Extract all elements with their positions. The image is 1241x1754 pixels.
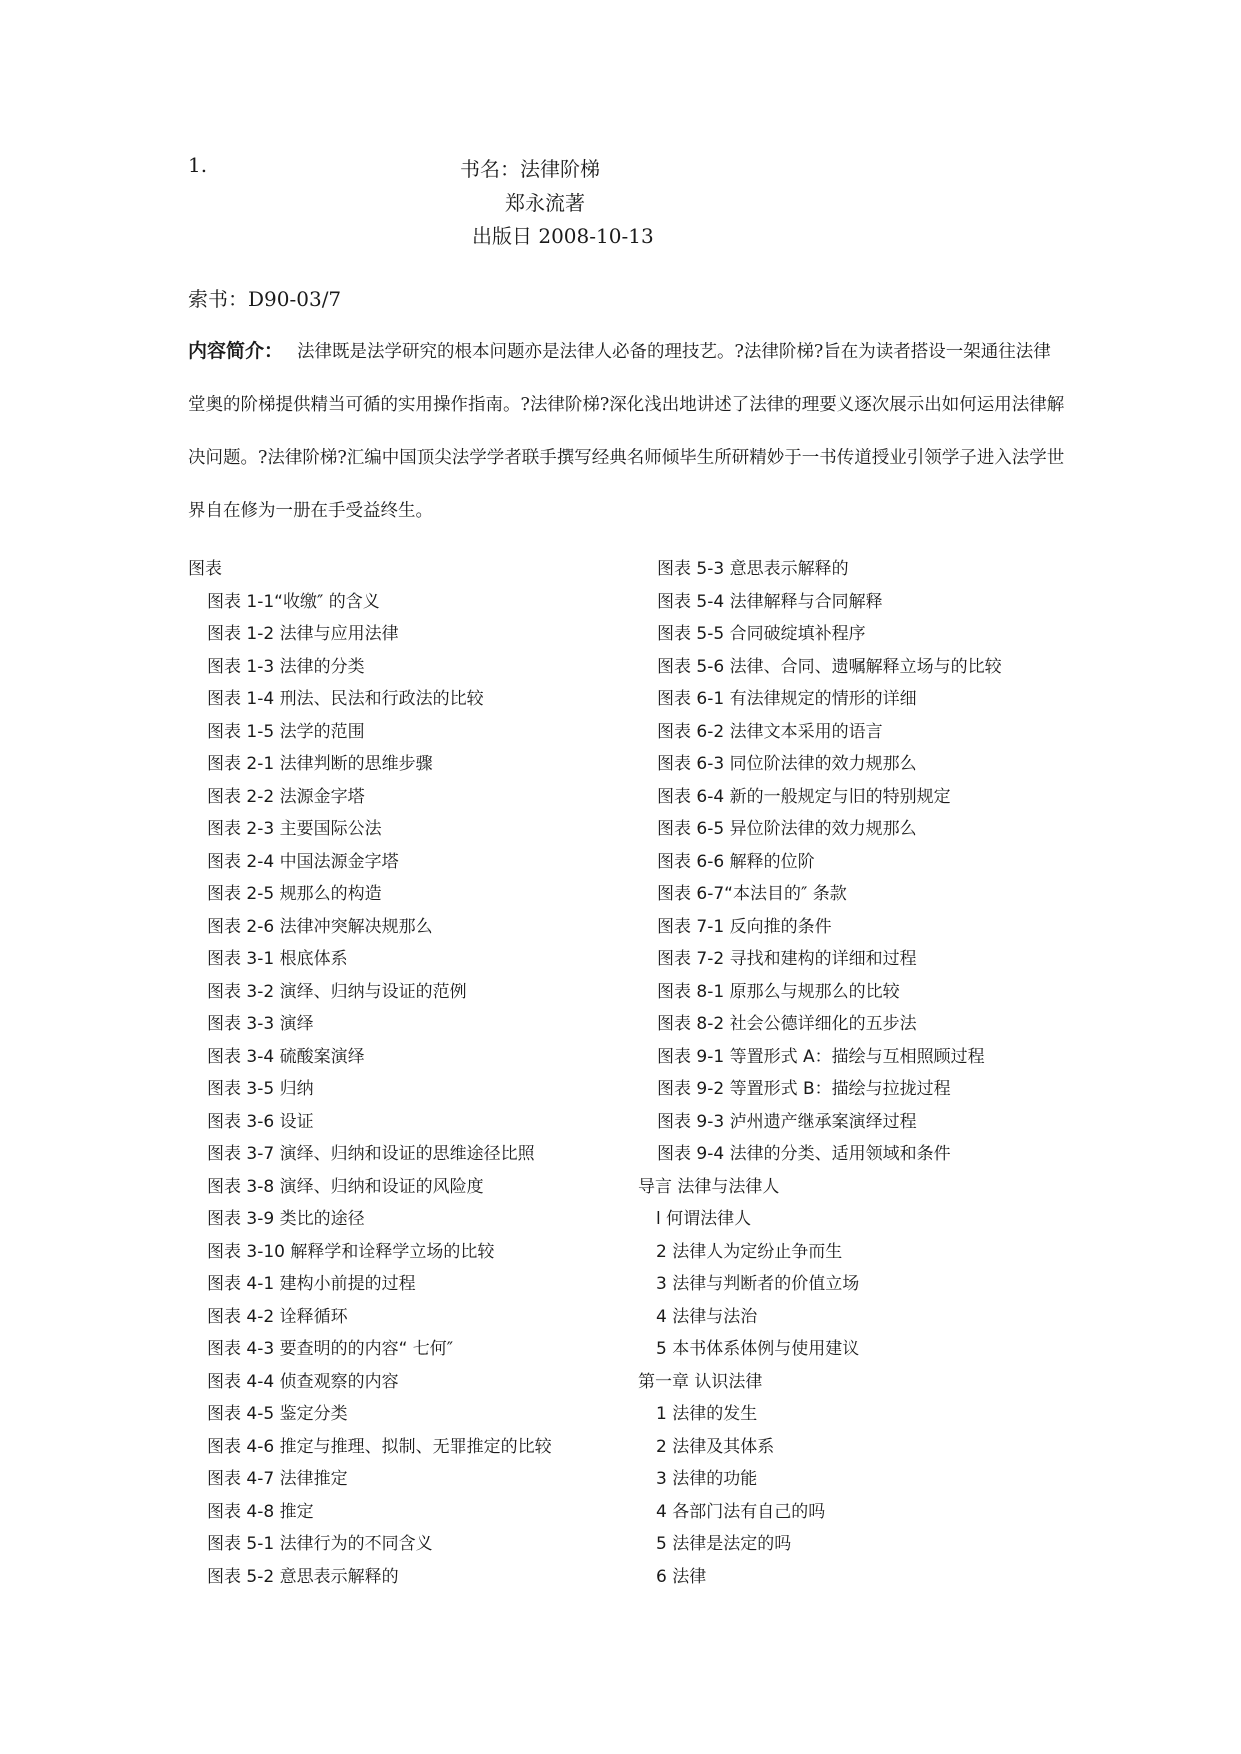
- toc-item: 图表 3-5 归纳: [207, 1079, 314, 1099]
- toc-item: 图表 4-1 建构小前提的过程: [207, 1274, 416, 1294]
- toc-item: 图表 3-10 解释学和诠释学立场的比较: [207, 1241, 495, 1262]
- toc-item: 图表 7-1 反向推的条件: [657, 916, 832, 937]
- toc-item: 图表 4-7 法律推定: [207, 1469, 348, 1489]
- toc-item: 6 法律: [656, 1566, 707, 1587]
- toc-item: 2 法律人为定纷止争而生: [656, 1241, 843, 1262]
- toc-item: 图表 6-4 新的一般规定与旧的特别规定: [657, 786, 951, 807]
- toc-item: 5 法律是法定的吗: [656, 1534, 792, 1554]
- toc-item: 图表 1-3 法律的分类: [207, 656, 365, 677]
- toc-item: 图表 1-1“收缴″ 的含义: [207, 591, 380, 612]
- toc-item: 图表 3-4 硫酸案演绎: [207, 1046, 365, 1067]
- toc-item: 3 法律的功能: [656, 1469, 758, 1489]
- toc-item: 图表 3-3 演绎: [207, 1014, 314, 1034]
- toc-right-column: [638, 553, 1078, 1593]
- toc-item: 图表 5-4 法律解释与合同解释: [657, 591, 883, 612]
- call-number: 索书：D90-03/7: [188, 287, 342, 311]
- toc-item: 图表 4-8 推定: [207, 1501, 314, 1522]
- toc-item: 图表 9-2 等置形式 B：描绘与拉拢过程: [657, 1079, 951, 1099]
- toc-item: l 何谓法律人: [656, 1209, 752, 1229]
- toc-item: 图表 1-4 刑法、民法和行政法的比较: [207, 689, 484, 709]
- toc-heading: 图表: [188, 559, 222, 579]
- toc-item: 图表 4-4 侦查观察的内容: [207, 1371, 399, 1392]
- toc-item: 4 法律与法治: [656, 1306, 758, 1327]
- toc-item: 图表 4-6 推定与推理、拟制、无罪推定的比较: [207, 1436, 552, 1457]
- toc-item: 图表 2-4 中国法源金字塔: [207, 851, 399, 872]
- toc-item: 4 各部门法有自己的吗: [656, 1501, 826, 1522]
- toc-item: 图表 2-1 法律判断的思维步骤: [207, 754, 433, 774]
- toc-item: 图表 3-7 演绎、归纳和设证的思维途径比照: [207, 1144, 535, 1164]
- toc-item: 图表 5-2 意思表示解释的: [207, 1566, 399, 1587]
- toc-item: 图表 3-6 设证: [207, 1111, 314, 1132]
- toc-item: 图表 3-2 演绎、归纳与设证的范例: [207, 981, 467, 1002]
- toc-item: 图表 6-6 解释的位阶: [657, 851, 815, 872]
- toc-item: 图表 6-3 同位阶法律的效力规那么: [657, 754, 917, 774]
- toc-item: 图表 5-6 法律、合同、遗嘱解释立场与的比较: [657, 656, 1002, 677]
- item-number: 1.: [188, 153, 208, 177]
- toc-item: 图表 1-2 法律与应用法律: [207, 624, 399, 644]
- toc-item: 图表 4-5 鉴定分类: [207, 1404, 348, 1424]
- toc-item: 图表 3-8 演绎、归纳和设证的风险度: [207, 1176, 484, 1197]
- toc-item: 图表 3-9 类比的途径: [207, 1209, 365, 1229]
- toc-item: 图表 2-5 规那么的构造: [207, 884, 382, 904]
- book-author: 郑永流著: [505, 191, 585, 215]
- toc-item: 1 法律的发生: [656, 1404, 758, 1424]
- toc-item: 图表 6-2 法律文本采用的语言: [657, 721, 883, 742]
- toc-heading: 导言 法律与法律人: [638, 1176, 780, 1197]
- toc-item: 图表 2-2 法源金字塔: [207, 786, 365, 807]
- intro-label: 内容简介：: [188, 340, 284, 362]
- toc-heading: 第一章 认识法律: [638, 1371, 763, 1392]
- toc-item: 图表 8-2 社会公德详细化的五步法: [657, 1014, 917, 1034]
- book-title: 书名：法律阶梯: [460, 157, 600, 181]
- toc-item: 图表 4-2 诠释循环: [207, 1306, 348, 1327]
- toc-item: 图表 5-1 法律行为的不同含义: [207, 1534, 433, 1554]
- toc-item: 3 法律与判断者的价值立场: [656, 1274, 860, 1294]
- toc-item: 图表 1-5 法学的范围: [207, 721, 365, 742]
- toc-item: 图表 6-7“本法目的″ 条款: [657, 884, 847, 904]
- toc-item: 图表 5-3 意思表示解释的: [657, 559, 849, 579]
- toc-item: 图表 2-6 法律冲突解决规那么: [207, 916, 433, 937]
- toc-item: 图表 3-1 根底体系: [207, 949, 348, 969]
- toc-item: 图表 4-3 要查明的的内容“ 七何″: [207, 1339, 454, 1359]
- toc-item: 图表 7-2 寻找和建构的详细和过程: [657, 949, 917, 969]
- toc-item: 图表 2-3 主要国际公法: [207, 819, 382, 839]
- intro-text: 法律既是法学研究的根本问题亦是法律人必备的理技艺。?法律阶梯?旨在为读者搭设一架通往法律堂奥的阶梯提供精当可循的实用操作指南。?法律阶梯?深化浅出地讲述了法律的理要义逐次展示出如何运用法律解决问题。?法律阶梯?汇编中国顶尖法学学者联手撰写经典名师倾毕生所研精妙于一书传道授业引领学子进入法学世界自在修为一册在手受益终生。: [188, 342, 1065, 521]
- publish-date: 出版日 2008-10-13: [472, 224, 654, 248]
- toc-item: 图表 9-1 等置形式 A：描绘与互相照顾过程: [657, 1046, 985, 1067]
- toc-item: 图表 8-1 原那么与规那么的比较: [657, 981, 900, 1002]
- intro-section: [188, 325, 1068, 538]
- toc-item: 图表 6-5 异位阶法律的效力规那么: [657, 819, 917, 839]
- toc-item: 图表 9-3 泸州遗产继承案演绎过程: [657, 1111, 917, 1132]
- toc-item: 2 法律及其体系: [656, 1436, 775, 1457]
- toc-item: 图表 6-1 有法律规定的情形的详细: [657, 689, 917, 709]
- toc-item: 5 本书体系体例与使用建议: [656, 1339, 860, 1359]
- toc-item: 图表 9-4 法律的分类、适用领域和条件: [657, 1144, 951, 1164]
- toc-item: 图表 5-5 合同破绽填补程序: [657, 624, 866, 644]
- toc-left-column: [188, 553, 628, 1593]
